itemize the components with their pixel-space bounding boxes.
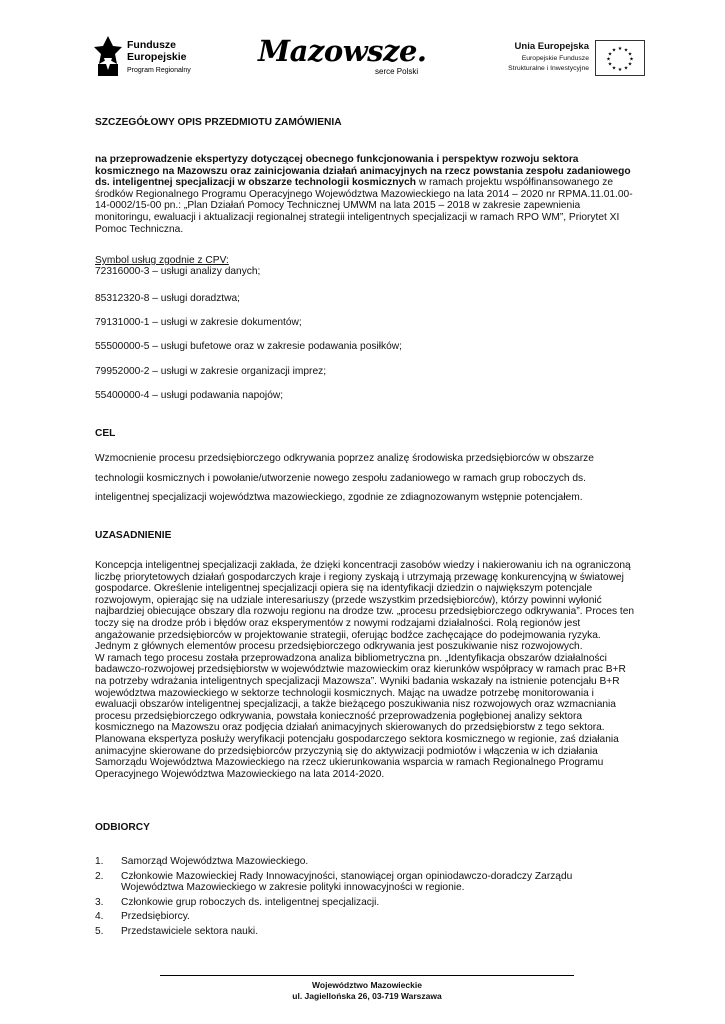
footer-line2: ul. Jagiellońska 26, 03-719 Warszawa [292,991,442,1001]
svg-text:★: ★ [627,61,633,68]
fundusze-europejskie-logo [94,34,224,80]
cpv-item: 79952000-2 – usługi w zakresie organizacji imprez; [95,366,327,377]
svg-text:★: ★ [611,47,617,54]
intro-paragraph [95,154,635,235]
svg-text:★: ★ [611,65,617,72]
list-item: 4. Przedsiębiorcy. [95,911,190,923]
ue-sub2: Strukturalne i Inwestycyjne [508,65,589,72]
list-item: 5. Przedstawiciele sektora nauki. [95,925,259,937]
svg-text:★: ★ [623,65,629,72]
svg-text:★: ★ [606,56,611,63]
intro-rest-text: w ramach projektu współfinansowanego ze środków Regionalnego Programu Operacyjnego Województwa Mazowieckiego na lata 2014 – 2020 nr RPMA.11.01.00-14-0002/15-00 pn.: „Plan Działań Pomocy Technicznej UMWM na lata 2015 – 2018 w zakresie zapewnienia monitoringu, ewaluacji i aktualizacji regionalnej strategii inteligentnych specjalizacji w ramach RPO WM”, Priorytet XI Pomoc Techniczna. [95,177,633,235]
svg-text:★: ★ [623,47,629,54]
svg-text:★: ★ [629,56,634,63]
uzasadnienie-paragraph: Koncepcja inteligentnej specjalizacji zakłada, że dzięki koncentracji zasobów wiedzy i nakierowaniu ich na ograniczoną liczbę priorytetowych działań gospodarczych kraje i regiony zyskają i utrzymają przewagę konkurencyjną w światowej gospodarce. Określenie inteligentnej specjalizacji opiera się na identyfikacji dziedzin o największym potencjale rozwojowym, opierając się na udziale interesariuszy (przede wszystkim przedsiębiorców), którzy powinni wyłonić najbardziej obiecujące obszary dla rozwoju regionu na drodze tzw. „procesu przedsiębiorczego odkrywania”. Proces ten toczy się na drodze prób i błędów oraz eksperymentów z nowymi rodzajami działalności. Rolą regionów jest angażowanie przedsiębiorców w projektowanie strategii, oferując bodźce zachęcające do podejmowania ryzyka. [95,560,635,641]
fe-star-icon [94,36,122,76]
cpv-item: 55400000-4 – usługi podawania napojów; [95,390,284,401]
recipients-list-wrapper [95,856,635,941]
mazowsze-tagline: serce Polski [375,67,419,76]
uzasadnienie-paragraph: Jednym z głównych elementów procesu przedsiębiorczego odkrywania jest poszukiwanie nisz rozwojowych. [95,641,583,653]
cpv-item: 72316000-3 – usługi analizy danych; [95,266,261,277]
svg-text:★: ★ [617,46,623,52]
svg-text:★: ★ [627,51,633,58]
uzasadnienie-paragraph: W ramach tego procesu została przeprowadzona analiza bibliometryczna pn. „Identyfikacja obszarów działalności badawczo-rozwojowej przedsiębiorstw w województwie mazowieckim oraz kierunków współpracy w ramach prac B+R na potrzeby wdrażania inteligentnych specjalizacji Mazowsza”. Wyniki badania wskazały na istnienie potencjału B+R województwa mazowieckiego w sektorze technologii kosmicznych. Mając na uwadze potrzebę monitorowania i ewaluacji obszarów inteligentnej specjalizacji, a także bieżącego poszukiwania nisz rozwojowych oraz wzmacniania procesu przedsiębiorczego odkrywania, powstała konieczność przeprowadzenia pogłębionej analizy sektora kosmicznego na Mazowszu oraz podjęcia działań animacyjnych skierowanych do przedsiębiorstw z tego sektora. Planowana ekspertyza posłuży weryfikacji potencjału gospodarczego sektora kosmicznego w regionie, zaś działania animacyjne skierowane do przedsiębiorców przyczynią się do aktywizacji podmiotów i włączenia w ich działania Samorządu Województwa Mazowieckiego na rzecz ukierunkowania wsparcia w ramach Regionalnego Programu Operacyjnego Województwa Mazowieckiego na lata 2014-2020. [95,652,626,780]
svg-text:★: ★ [617,67,623,73]
svg-text:★: ★ [607,51,613,58]
cpv-item: 85312320-8 – usługi doradztwa; [95,293,240,304]
footer-divider [160,975,574,976]
list-item: 2. Członkowie Mazowieckiej Rady Innowacyjności, stanowiącej organ opiniodawczo-doradczy Zarządu Województwa Mazowieckiego w zakresie polityki innowacyjności w regionie. [95,870,573,894]
list-item: 3. Członkowie grup roboczych ds. inteligentnej specjalizacji. [95,896,380,908]
svg-text:★: ★ [607,61,613,68]
cpv-heading: Symbol usług zgodnie z CPV: [95,255,229,266]
uzasadnienie-heading: UZASADNIENIE [95,530,172,541]
cpv-item: 79131000-1 – usługi w zakresie dokumentów; [95,317,302,328]
ue-title: Unia Europejska [514,41,589,52]
document-title: SZCZEGÓŁOWY OPIS PRZEDMIOTU ZAMÓWIENIA [95,117,342,128]
intro-bold-text: na przeprowadzenie ekspertyzy dotyczącej obecnego funkcjonowania i perspektyw rozwoju sektora kosmicznego na Mazowszu oraz zainicjowania działań animacyjnych na rzecz powstania zespołu zadaniowego ds. inteligentnej specjalizacji w obszarze technologii kosmicznych [95,154,631,189]
mazowsze-logo [258,34,438,80]
mazowsze-wordmark: Mazowsze. [258,34,427,68]
unia-europejska-logo [484,42,644,80]
cel-heading: CEL [95,428,116,439]
ue-sub1: Europejskie Fundusze [521,55,589,62]
fe-logo-sub: Program Regionalny [127,67,191,74]
cel-paragraph: Wzmocnienie procesu przedsiębiorczego odkrywania poprzez analizę środowiska przedsiębiorców w obszarze technologii kosmicznych i powołanie/utworzenie nowego zespołu zadaniowego w ramach grup roboczych ds. inteligentnej specjalizacji województwa mazowieckiego, zgodnie ze zdiagnozowanym wstępnie potencjałem. [95,453,594,503]
recipients-list [95,856,635,938]
fe-logo-line1: Fundusze [127,39,176,51]
footer [160,980,574,1002]
cpv-item: 55500000-5 – usługi bufetowe oraz w zakresie podawania posiłków; [95,341,402,352]
odbiorcy-heading: ODBIORCY [95,822,150,833]
eu-flag-icon [595,40,645,76]
footer-line1: Województwo Mazowieckie [312,980,422,990]
fe-logo-line2: Europejskie [127,51,187,63]
uzasadnienie-body [95,560,635,780]
list-item: 1. Samorząd Województwa Mazowieckiego. [95,856,309,867]
